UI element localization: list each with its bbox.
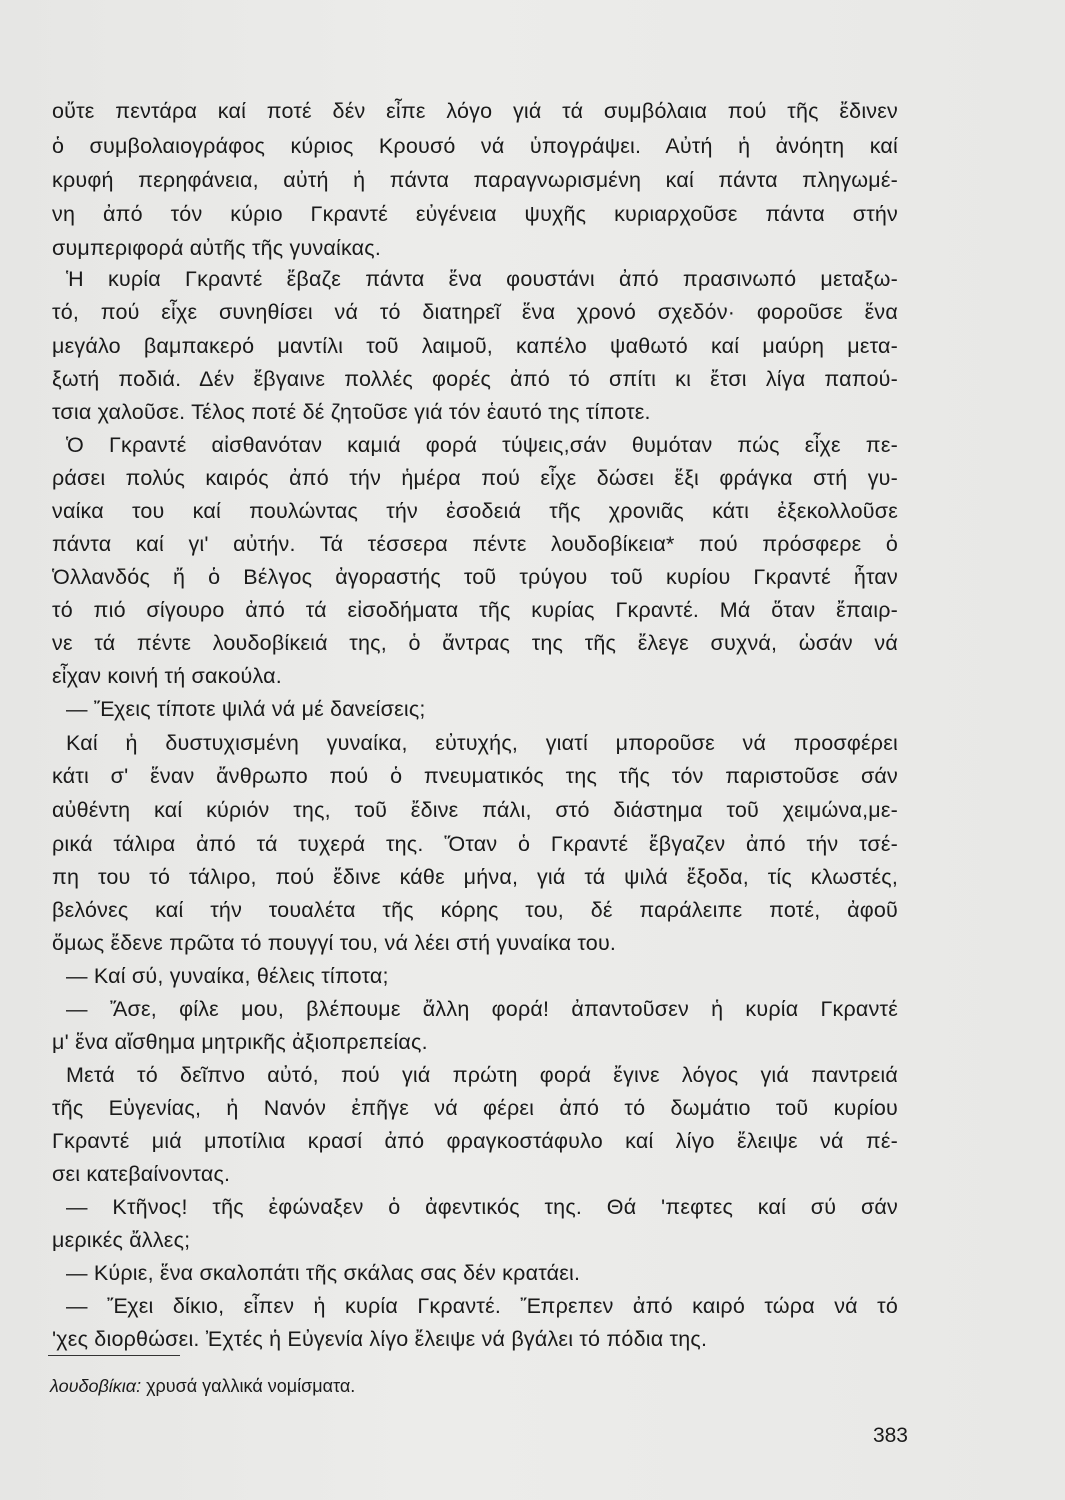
- text-line: Ὁλλανδός ἤ ὁ Βέλγος ἀγοραστής τοῦ τρύγου τοῦ κυρίου Γκραντέ ἦταν: [52, 565, 898, 589]
- text-line: Καί ἡ δυστυχισμένη γυναίκα, εὐτυχής, γιατί μποροῦσε νά προσφέρει: [66, 731, 898, 755]
- text-line: τό, πού εἶχε συνηθίσει νά τό διατηρεῖ ἕνα χρονό σχεδόν· φοροῦσε ἕνα: [52, 300, 898, 324]
- text-line: αὐθέντη καί κύριόν της, τοῦ ἔδινε πάλι, στό διάστημα τοῦ χειμώνα,με-: [52, 798, 898, 822]
- dialogue-line: — Ἔχεις τίποτε ψιλά νά μέ δανείσεις;: [66, 697, 426, 721]
- text-line: Ἡ κυρία Γκραντέ ἔβαζε πάντα ἕνα φουστάνι ἀπό πρασινωπό μεταξω-: [66, 267, 898, 291]
- text-line: Ὁ Γκραντέ αἰσθανόταν καμιά φορά τύψεις,σάν θυμόταν πώς εἶχε πε-: [66, 433, 898, 457]
- footnote-divider: [48, 1355, 180, 1356]
- text-line: μερικές ἄλλες;: [52, 1228, 191, 1252]
- text-line: τῆς Εὐγενίας, ἡ Νανόν ἐπῆγε νά φέρει ἀπό τό δωμάτιο τοῦ κυρίου: [52, 1096, 898, 1120]
- text-line: πάντα καί γι' αὐτήν. Τά τέσσερα πέντε λουδοβίκεια* πού πρόσφερε ὁ: [52, 532, 898, 556]
- text-line: ξωτή ποδιά. Δέν ἔβγαινε πολλές φορές ἀπό τό σπίτι κι ἔτσι λίγα παπού-: [52, 367, 898, 391]
- footnote-text: χρυσά γαλλικά νομίσματα.: [146, 1376, 356, 1396]
- text-line: νη ἀπό τόν κύριο Γκραντέ εὐγένεια ψυχῆς κυριαρχοῦσε πάντα στήν: [52, 202, 898, 226]
- text-line: βελόνες καί τήν τουαλέτα τῆς κόρης του, δέ παράλειπε ποτέ, ἀφοῦ: [52, 898, 898, 922]
- text-line: νε τά πέντε λουδοβίκειά της, ὁ ἄντρας της τῆς ἔλεγε συχνά, ὡσάν νά: [52, 631, 898, 655]
- footnote: [50, 1373, 355, 1399]
- text-line: 'χες διορθώσει. Ἐχτές ἡ Εὐγενία λίγο ἔλειψε νά βγάλει τό πόδια της.: [52, 1327, 708, 1351]
- text-line: ναίκα του καί πουλώντας τήν ἐσοδειά τῆς χρονιᾶς κάτι ἐξεκολλοῦσε: [52, 499, 898, 523]
- text-line: κρυφή περηφάνεια, αὐτή ἡ πάντα παραγνωρισμένη καί πάντα πληγωμέ-: [52, 168, 898, 192]
- dialogue-line: — Ἔχει δίκιο, εἶπεν ἡ κυρία Γκραντέ. Ἔπρεπεν ἀπό καιρό τώρα νά τό: [66, 1294, 898, 1318]
- text-line: μεγάλο βαμπακερό μαντίλι τοῦ λαιμοῦ, καπέλο ψαθωτό καί μαύρη μετα-: [52, 334, 898, 358]
- text-line: ὁ συμβολαιογράφος κύριος Κρουσό νά ὑπογράψει. Αὐτή ἡ ἀνόητη καί: [52, 134, 898, 158]
- text-line: Μετά τό δεῖπνο αὐτό, πού γιά πρώτη φορά ἔγινε λόγος γιά παντρειά: [66, 1063, 898, 1087]
- dialogue-line: — Κτῆνος! τῆς ἐφώναξεν ὁ ἀφεντικός της. Θά 'πεφτες καί σύ σάν: [66, 1195, 898, 1219]
- dialogue-line: — Ἄσε, φίλε μου, βλέπουμε ἄλλη φορά! ἀπαντοῦσεν ἡ κυρία Γκραντέ: [66, 997, 898, 1021]
- dialogue-line: — Κύριε, ἕνα σκαλοπάτι τῆς σκάλας σας δέν κρατάει.: [66, 1261, 581, 1285]
- text-line: ρικά τάλιρα ἀπό τά τυχερά της. Ὅταν ὁ Γκραντέ ἔβγαζεν ἀπό τήν τσέ-: [52, 832, 898, 856]
- text-line: οὔτε πεντάρα καί ποτέ δέν εἶπε λόγο γιά τά συμβόλαια πού τῆς ἔδινεν: [52, 99, 898, 123]
- text-line: τσια χαλοῦσε. Τέλος ποτέ δέ ζητοῦσε γιά τόν ἑαυτό της τίποτε.: [52, 400, 651, 424]
- text-line: ράσει πολύς καιρός ἀπό τήν ἡμέρα πού εἶχε δώσει ἕξι φράγκα στή γυ-: [52, 466, 898, 490]
- dialogue-line: — Καί σύ, γυναίκα, θέλεις τίποτα;: [66, 964, 389, 988]
- footnote-term: λουδοβίκια:: [50, 1376, 142, 1396]
- page-number: 383: [872, 1424, 908, 1447]
- text-line: μ' ἕνα αἴσθημα μητρικῆς ἀξιοπρεπείας.: [52, 1030, 428, 1054]
- text-line: κάτι σ' ἕναν ἄνθρωπο πού ὁ πνευματικός της τῆς τόν παριστοῦσε σάν: [52, 764, 898, 788]
- text-line: ὅμως ἔδενε πρῶτα τό πουγγί του, νά λέει στή γυναίκα του.: [52, 931, 617, 955]
- text-line: συμπεριφορά αὐτῆς τῆς γυναίκας.: [52, 236, 382, 260]
- text-line: πη του τό τάλιρο, πού ἔδινε κάθε μήνα, γιά τά ψιλά ἔξοδα, τίς κλωστές,: [52, 865, 898, 889]
- text-line: εἶχαν κοινή τή σακούλα.: [52, 664, 282, 688]
- text-line: τό πιό σίγουρο ἀπό τά εἰσοδήματα τῆς κυρίας Γκραντέ. Μά ὅταν ἔπαιρ-: [52, 598, 898, 622]
- text-line: σει κατεβαίνοντας.: [52, 1162, 231, 1186]
- text-line: Γκραντέ μιά μποτίλια κρασί ἀπό φραγκοστάφυλο καί λίγο ἔλειψε νά πέ-: [52, 1129, 898, 1153]
